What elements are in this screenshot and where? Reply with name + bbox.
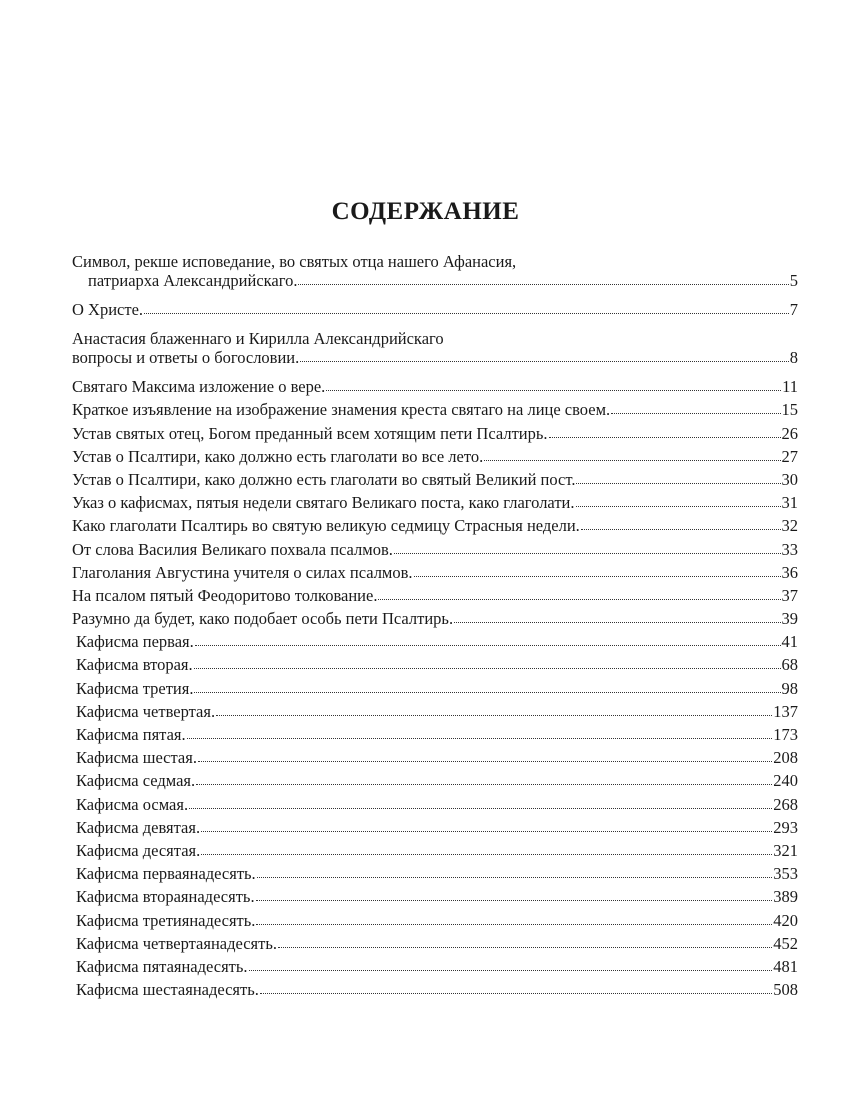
toc-entry — [72, 655, 798, 678]
toc-page-number: 389 — [773, 887, 798, 907]
toc-entry-text: патриарха Александрийскаго. — [88, 271, 298, 290]
dot-leader — [576, 471, 780, 484]
dot-leader — [581, 517, 781, 530]
dot-leader — [394, 541, 781, 554]
toc-entry-text: Кафисма перваянадесять. — [76, 864, 256, 884]
dot-leader — [201, 819, 772, 832]
toc-entry-text: Кафисма седмая. — [76, 771, 196, 791]
toc-page-number: 353 — [773, 864, 798, 884]
dot-leader — [187, 726, 773, 739]
toc-entry-text: Кафисма третиянадесять. — [76, 910, 256, 930]
toc-page-number: 452 — [773, 933, 798, 953]
toc-page-number: 321 — [773, 840, 798, 860]
dot-leader — [298, 272, 788, 285]
toc-page-number: 11 — [782, 377, 798, 397]
toc-entry — [72, 725, 798, 748]
dot-leader — [257, 865, 773, 878]
dot-leader — [414, 564, 781, 577]
toc-page-number: 31 — [781, 493, 798, 513]
toc-entry — [72, 424, 798, 447]
toc-page-number: 508 — [773, 980, 798, 1000]
toc-page-number: 26 — [781, 423, 798, 443]
toc-page-number: 137 — [773, 701, 798, 721]
toc-entry-text-line1: Символ, рекше исповедание, во святых отца нашего Афанасия, — [72, 252, 517, 271]
dot-leader — [454, 610, 780, 623]
toc-page-number: 173 — [773, 725, 798, 744]
toc-entry-text: Кафисма десятая. — [76, 840, 201, 860]
toc-entry-text: Разумно да будет, како подобает особь пети Псалтирь. — [72, 609, 454, 629]
dot-leader — [198, 749, 772, 762]
toc-page-number: 240 — [773, 771, 798, 791]
dot-leader — [300, 349, 788, 362]
dot-leader — [256, 912, 772, 925]
toc-entry — [72, 563, 798, 586]
toc-page-number: 39 — [781, 609, 798, 629]
toc-entry-text-line1: Анастасия блаженнаго и Кирилла Александрийскаго — [72, 329, 444, 349]
toc-entry — [72, 911, 798, 934]
dot-leader — [194, 680, 780, 693]
toc-entry-text: Кафисма третия. — [76, 678, 194, 698]
toc-page-number: 208 — [773, 748, 798, 768]
toc-entry — [72, 493, 798, 516]
toc-entry — [72, 609, 798, 632]
toc-page-number: 32 — [781, 516, 798, 536]
dot-leader — [378, 587, 780, 600]
dot-leader — [576, 494, 781, 507]
toc-entry — [72, 516, 798, 539]
toc-page-number: 8 — [789, 348, 798, 368]
toc-entry-text: О Христе. — [72, 300, 144, 319]
dot-leader — [189, 796, 772, 809]
toc-entry-text: Устав святых отец, Богом преданный всем хотящим пети Псалтирь. — [72, 423, 548, 443]
toc-entry-text: Устав о Псалтири, како должно есть глаголати во все лето. — [72, 446, 484, 466]
toc-entry-text: Кафисма пятая. — [76, 725, 186, 744]
dot-leader — [144, 301, 789, 314]
toc-page-number: 36 — [781, 562, 798, 582]
dot-leader — [201, 842, 772, 855]
toc-entry — [72, 748, 798, 771]
toc-entry-text: Краткое изъявление на изображение знамения креста святаго на лице своем. — [72, 400, 611, 420]
dot-leader — [484, 448, 780, 461]
toc-page-number: 30 — [781, 469, 798, 489]
dot-leader — [549, 425, 781, 438]
toc-entry-text: Кафисма девятая. — [76, 817, 201, 837]
toc-entry-text: Кафисма первая. — [76, 632, 194, 652]
toc-entry-text: Кафисма втораянадесять. — [76, 887, 255, 907]
toc-entry-text: На псалом пятый Феодоритово толкование. — [72, 585, 378, 605]
toc-entry-text: Указ о кафисмах, пятыя недели святаго Великаго поста, како глаголати. — [72, 493, 575, 513]
toc-page-number: 98 — [781, 678, 798, 698]
dot-leader — [256, 888, 773, 901]
dot-leader — [611, 401, 780, 414]
toc-entry-text: Кафисма вторая. — [76, 655, 193, 675]
toc-entry-text: Кафисма шестая. — [76, 748, 197, 768]
dot-leader — [260, 981, 772, 994]
toc-page-number: 5 — [789, 271, 798, 290]
toc-entry-text: Кафисма четвертая. — [76, 701, 216, 721]
toc-entry — [72, 864, 798, 887]
toc-entry-text: Глаголания Августина учителя о силах псалмов. — [72, 562, 413, 582]
toc-entry — [72, 540, 798, 563]
page-title: СОДЕРЖАНИЕ — [331, 198, 520, 225]
toc-entry — [72, 957, 798, 980]
toc-entry — [72, 329, 798, 372]
toc-entry — [72, 771, 798, 794]
toc-entry — [72, 470, 798, 493]
toc-page-number: 68 — [781, 655, 798, 675]
toc-page-number: 420 — [773, 910, 798, 930]
toc-entry-text: Како глаголати Псалтирь во святую великую седмицу Страсныя недели. — [72, 516, 580, 536]
table-of-contents — [72, 252, 798, 1003]
toc-page-number: 268 — [773, 794, 798, 814]
toc-page-number: 15 — [781, 400, 798, 420]
toc-entry-text: От слова Василия Великаго похвала псалмов. — [72, 539, 393, 559]
toc-page-number: 33 — [781, 539, 798, 559]
toc-entry-text: Устав о Псалтири, како должно есть глаголати во святый Великий пост. — [72, 469, 576, 489]
toc-entry-text: вопросы и ответы о богословии. — [72, 348, 300, 368]
dot-leader — [249, 958, 773, 971]
toc-entry — [72, 300, 798, 323]
toc-entry — [72, 841, 798, 864]
toc-entry — [72, 447, 798, 470]
toc-page-number: 27 — [781, 446, 798, 466]
toc-entry-text: Кафисма четвертаянадесять. — [76, 933, 277, 953]
toc-entry — [72, 586, 798, 609]
toc-page-number: 37 — [781, 585, 798, 605]
dot-leader — [196, 772, 772, 785]
toc-entry-text: Кафисма осмая. — [76, 794, 189, 814]
toc-entry — [72, 377, 798, 400]
toc-entry — [72, 632, 798, 655]
toc-entry-text: Святаго Максима изложение о вере. — [72, 377, 326, 397]
toc-entry — [72, 795, 798, 818]
toc-entry — [72, 679, 798, 702]
toc-page-number: 7 — [789, 300, 798, 319]
dot-leader — [278, 935, 772, 948]
dot-leader — [194, 656, 781, 669]
toc-page-number: 293 — [773, 817, 798, 837]
toc-page-number: 481 — [773, 956, 798, 976]
toc-page-number: 41 — [781, 632, 798, 652]
dot-leader — [195, 633, 781, 646]
toc-entry — [72, 252, 798, 295]
toc-entry-text: Кафисма шестаянадесять. — [76, 980, 259, 1000]
toc-entry — [72, 818, 798, 841]
toc-entry — [72, 980, 798, 1003]
dot-leader — [216, 703, 772, 716]
dot-leader — [326, 378, 781, 391]
toc-entry-text: Кафисма пятаянадесять. — [76, 956, 248, 976]
toc-entry — [72, 702, 798, 725]
toc-entry — [72, 934, 798, 957]
toc-entry — [72, 887, 798, 910]
toc-entry — [72, 400, 798, 423]
